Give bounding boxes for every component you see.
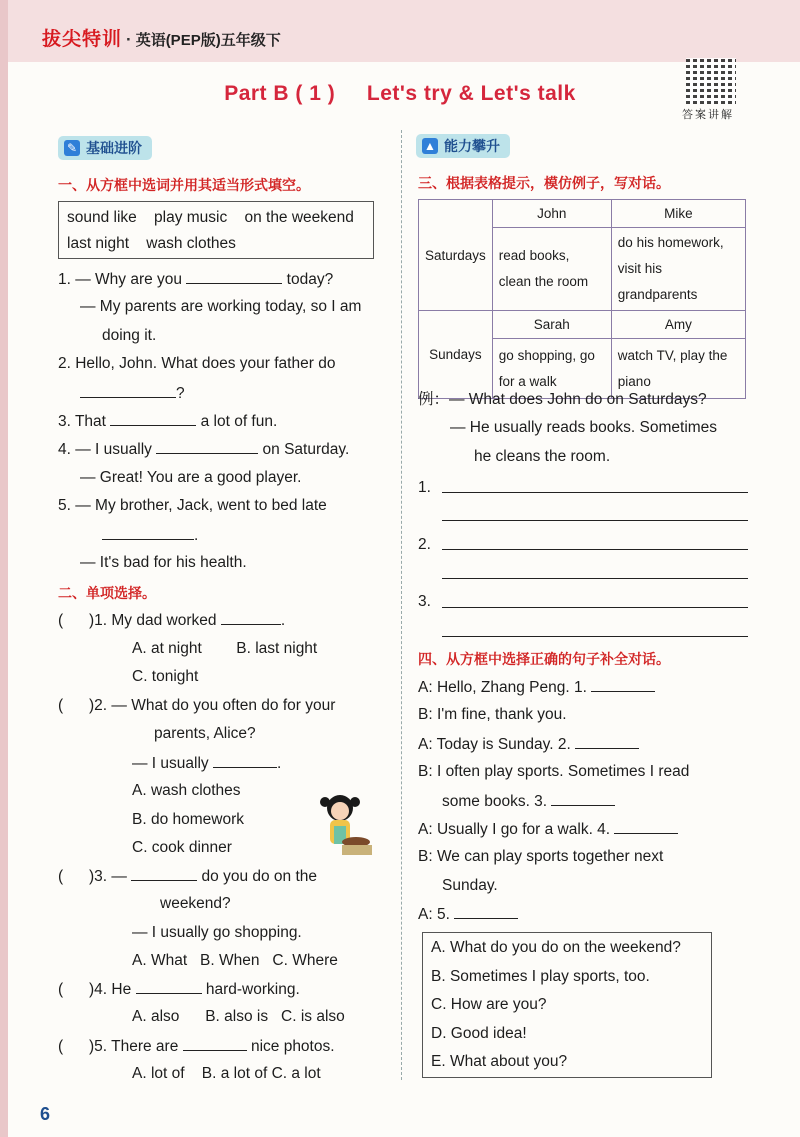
answer-number-2: 2.	[418, 536, 431, 553]
example-line-3: he cleans the room.	[474, 448, 611, 465]
dialog-line-4: B: I often play sports. Sometimes I read	[418, 763, 690, 780]
mc1-options-row-2: C. tonight	[132, 668, 199, 685]
column-divider	[401, 130, 402, 1080]
q4-reply: — Great! You are a good player.	[80, 469, 302, 486]
answer-line[interactable]	[442, 607, 748, 608]
mc3-text: ( )3. —	[58, 868, 127, 885]
q1-text: 1. — Why are you	[58, 271, 183, 288]
option-e: E. What about you?	[431, 1053, 568, 1070]
answer-line[interactable]	[442, 492, 748, 493]
mc4-options: A. also B. also is C. is also	[132, 1008, 345, 1025]
q5-reply: — It's bad for his health.	[80, 554, 247, 571]
section-4-heading: 四、从方框中选择正确的句子补全对话。	[418, 651, 670, 667]
mc5-text: ( )5. There are	[58, 1038, 179, 1055]
badge-basic	[58, 136, 152, 160]
answer-blank[interactable]	[102, 525, 194, 540]
option-b: B. Sometimes I play sports, too.	[431, 968, 650, 985]
q1-reply-cont: doing it.	[102, 327, 157, 344]
answer-blank[interactable]	[213, 753, 277, 768]
answer-line[interactable]	[442, 578, 748, 579]
word-box-row-1: sound like play music on the weekend	[67, 209, 354, 226]
badge-label: 能力攀升	[444, 138, 500, 154]
answer-blank[interactable]	[551, 791, 615, 806]
dialog-line-7: B: We can play sports together next	[418, 848, 664, 865]
mc2-option-c: C. cook dinner	[132, 839, 232, 856]
answer-blank[interactable]	[221, 610, 281, 625]
badge-advanced	[416, 134, 510, 158]
example-line-2: — He usually reads books. Sometimes	[450, 419, 718, 436]
q5-blank-line	[102, 525, 198, 546]
mc2-option-b: B. do homework	[132, 811, 244, 828]
q1-end: today?	[286, 271, 334, 288]
dialog-text: A: Usually I go for a walk. 4.	[418, 821, 611, 838]
option-d: D. Good idea!	[431, 1025, 527, 1042]
section-2-heading: 二、单项选择。	[58, 585, 156, 601]
question-5: 5. — My brother, Jack, went to bed late	[58, 497, 327, 514]
answer-blank[interactable]	[614, 819, 678, 834]
answer-blank[interactable]	[591, 677, 655, 692]
answer-blank[interactable]	[131, 866, 197, 881]
row-label-saturdays: Saturdays	[419, 200, 493, 311]
badge-label: 基础进阶	[86, 140, 142, 156]
section-3-heading: 三、根据表格提示，模仿例子，写对话。	[418, 175, 670, 191]
answer-line[interactable]	[442, 520, 748, 521]
q2-blank-line	[80, 383, 185, 404]
dialog-line-3	[418, 734, 639, 755]
question-2: 2. Hello, John. What does your father do	[58, 355, 336, 372]
question-4	[58, 439, 349, 460]
q2-end: ?	[176, 385, 185, 402]
answer-blank[interactable]	[136, 979, 202, 994]
brand-name: 拔尖特训	[42, 29, 123, 50]
mc3-end: do you do on the	[201, 868, 318, 885]
mc4-end: hard-working.	[205, 981, 300, 998]
options-box	[422, 932, 712, 1078]
dialog-text: A: Today is Sunday. 2.	[418, 736, 571, 753]
dialog-text: A: 5.	[418, 906, 450, 923]
answer-blank[interactable]	[183, 1036, 247, 1051]
answer-blank[interactable]	[186, 269, 282, 284]
mc2-reply: — I usually	[132, 755, 209, 772]
answer-line[interactable]	[442, 549, 748, 550]
climber-icon: ▲	[422, 138, 438, 154]
dialog-line-9	[418, 904, 518, 925]
cell-sarah-activity: go shopping, go for a walk	[492, 339, 611, 399]
answer-blank[interactable]	[575, 734, 639, 749]
mc4-text: ( )4. He	[58, 981, 132, 998]
question-3	[58, 411, 277, 432]
book-header	[42, 24, 281, 51]
q3-end: a lot of fun.	[200, 413, 278, 430]
mc2-end: .	[276, 755, 282, 772]
answer-blank[interactable]	[110, 411, 196, 426]
cell-amy-activity: watch TV, play the piano	[611, 339, 745, 399]
row-label-sundays: Sundays	[419, 311, 493, 399]
example-line-1: 例：— What does John do on Saturdays?	[418, 391, 707, 408]
page-title: Part B ( 1 ) Let's try & Let's talk	[224, 82, 576, 105]
answer-blank[interactable]	[80, 383, 176, 398]
mc1-end: .	[280, 612, 286, 629]
dialog-line-1	[418, 677, 655, 698]
option-c: C. How are you?	[431, 996, 547, 1013]
mc-question-3	[58, 866, 317, 887]
answer-number-1: 1.	[418, 479, 431, 496]
mc-question-2: ( )2. — What do you often do for your	[58, 697, 336, 714]
mc2-line-2: parents, Alice?	[154, 725, 256, 742]
mc5-end: nice photos.	[250, 1038, 335, 1055]
dialog-line-8: Sunday.	[442, 877, 498, 894]
answer-line[interactable]	[442, 636, 748, 637]
page-number: 6	[40, 1104, 51, 1124]
option-a: A. What do you do on the weekend?	[431, 939, 681, 956]
answer-blank[interactable]	[156, 439, 258, 454]
mc2-option-a: A. wash clothes	[132, 782, 241, 799]
question-1	[58, 269, 333, 290]
mc3-reply: — I usually go shopping.	[132, 924, 302, 941]
word-box	[58, 201, 374, 259]
q4-text: 4. — I usually	[58, 441, 152, 458]
mc1-text: ( )1. My dad worked	[58, 612, 217, 629]
mc3-options: A. What B. When C. Where	[132, 952, 338, 969]
schedule-table	[418, 199, 746, 399]
dialog-line-2: B: I'm fine, thank you.	[418, 706, 567, 723]
mc1-options-row-1: A. at night B. last night	[132, 640, 318, 657]
left-sidebar-strip	[0, 0, 8, 1137]
q1-reply: — My parents are working today, so I am	[80, 298, 362, 315]
q5-end: .	[194, 527, 199, 544]
mc-question-5	[58, 1036, 335, 1057]
qr-code-icon[interactable]	[686, 58, 736, 104]
answer-blank[interactable]	[454, 904, 518, 919]
mc-question-4	[58, 979, 300, 1000]
answer-number-3: 3.	[418, 593, 431, 610]
q4-end: on Saturday.	[262, 441, 350, 458]
col-john: John	[492, 200, 611, 228]
mc3-line-2: weekend?	[160, 895, 231, 912]
dialog-text: some books. 3.	[442, 793, 548, 810]
q3-text: 3. That	[58, 413, 106, 430]
dialog-text: A: Hello, Zhang Peng. 1.	[418, 679, 587, 696]
col-amy: Amy	[611, 311, 745, 339]
col-sarah: Sarah	[492, 311, 611, 339]
word-box-row-2: last night wash clothes	[67, 235, 236, 252]
header-separator: ·	[126, 30, 132, 49]
col-mike: Mike	[611, 200, 745, 228]
book-subtitle: 英语(PEP版)五年级下	[135, 32, 281, 49]
dialog-line-6	[418, 819, 678, 840]
cell-mike-activity: do his homework, visit his grandparents	[611, 228, 745, 311]
girl-cooking-illustration	[316, 790, 374, 860]
section-1-heading: 一、从方框中选词并用其适当形式填空。	[58, 177, 310, 193]
mc2-line-3	[132, 753, 281, 774]
cell-john-activity: read books, clean the room	[492, 228, 611, 311]
mc5-options: A. lot of B. a lot of C. a lot	[132, 1065, 321, 1082]
qr-label: 答案讲解	[682, 109, 734, 121]
dialog-line-5	[442, 791, 615, 812]
mc-question-1	[58, 610, 285, 631]
pencil-icon: ✎	[64, 140, 80, 156]
